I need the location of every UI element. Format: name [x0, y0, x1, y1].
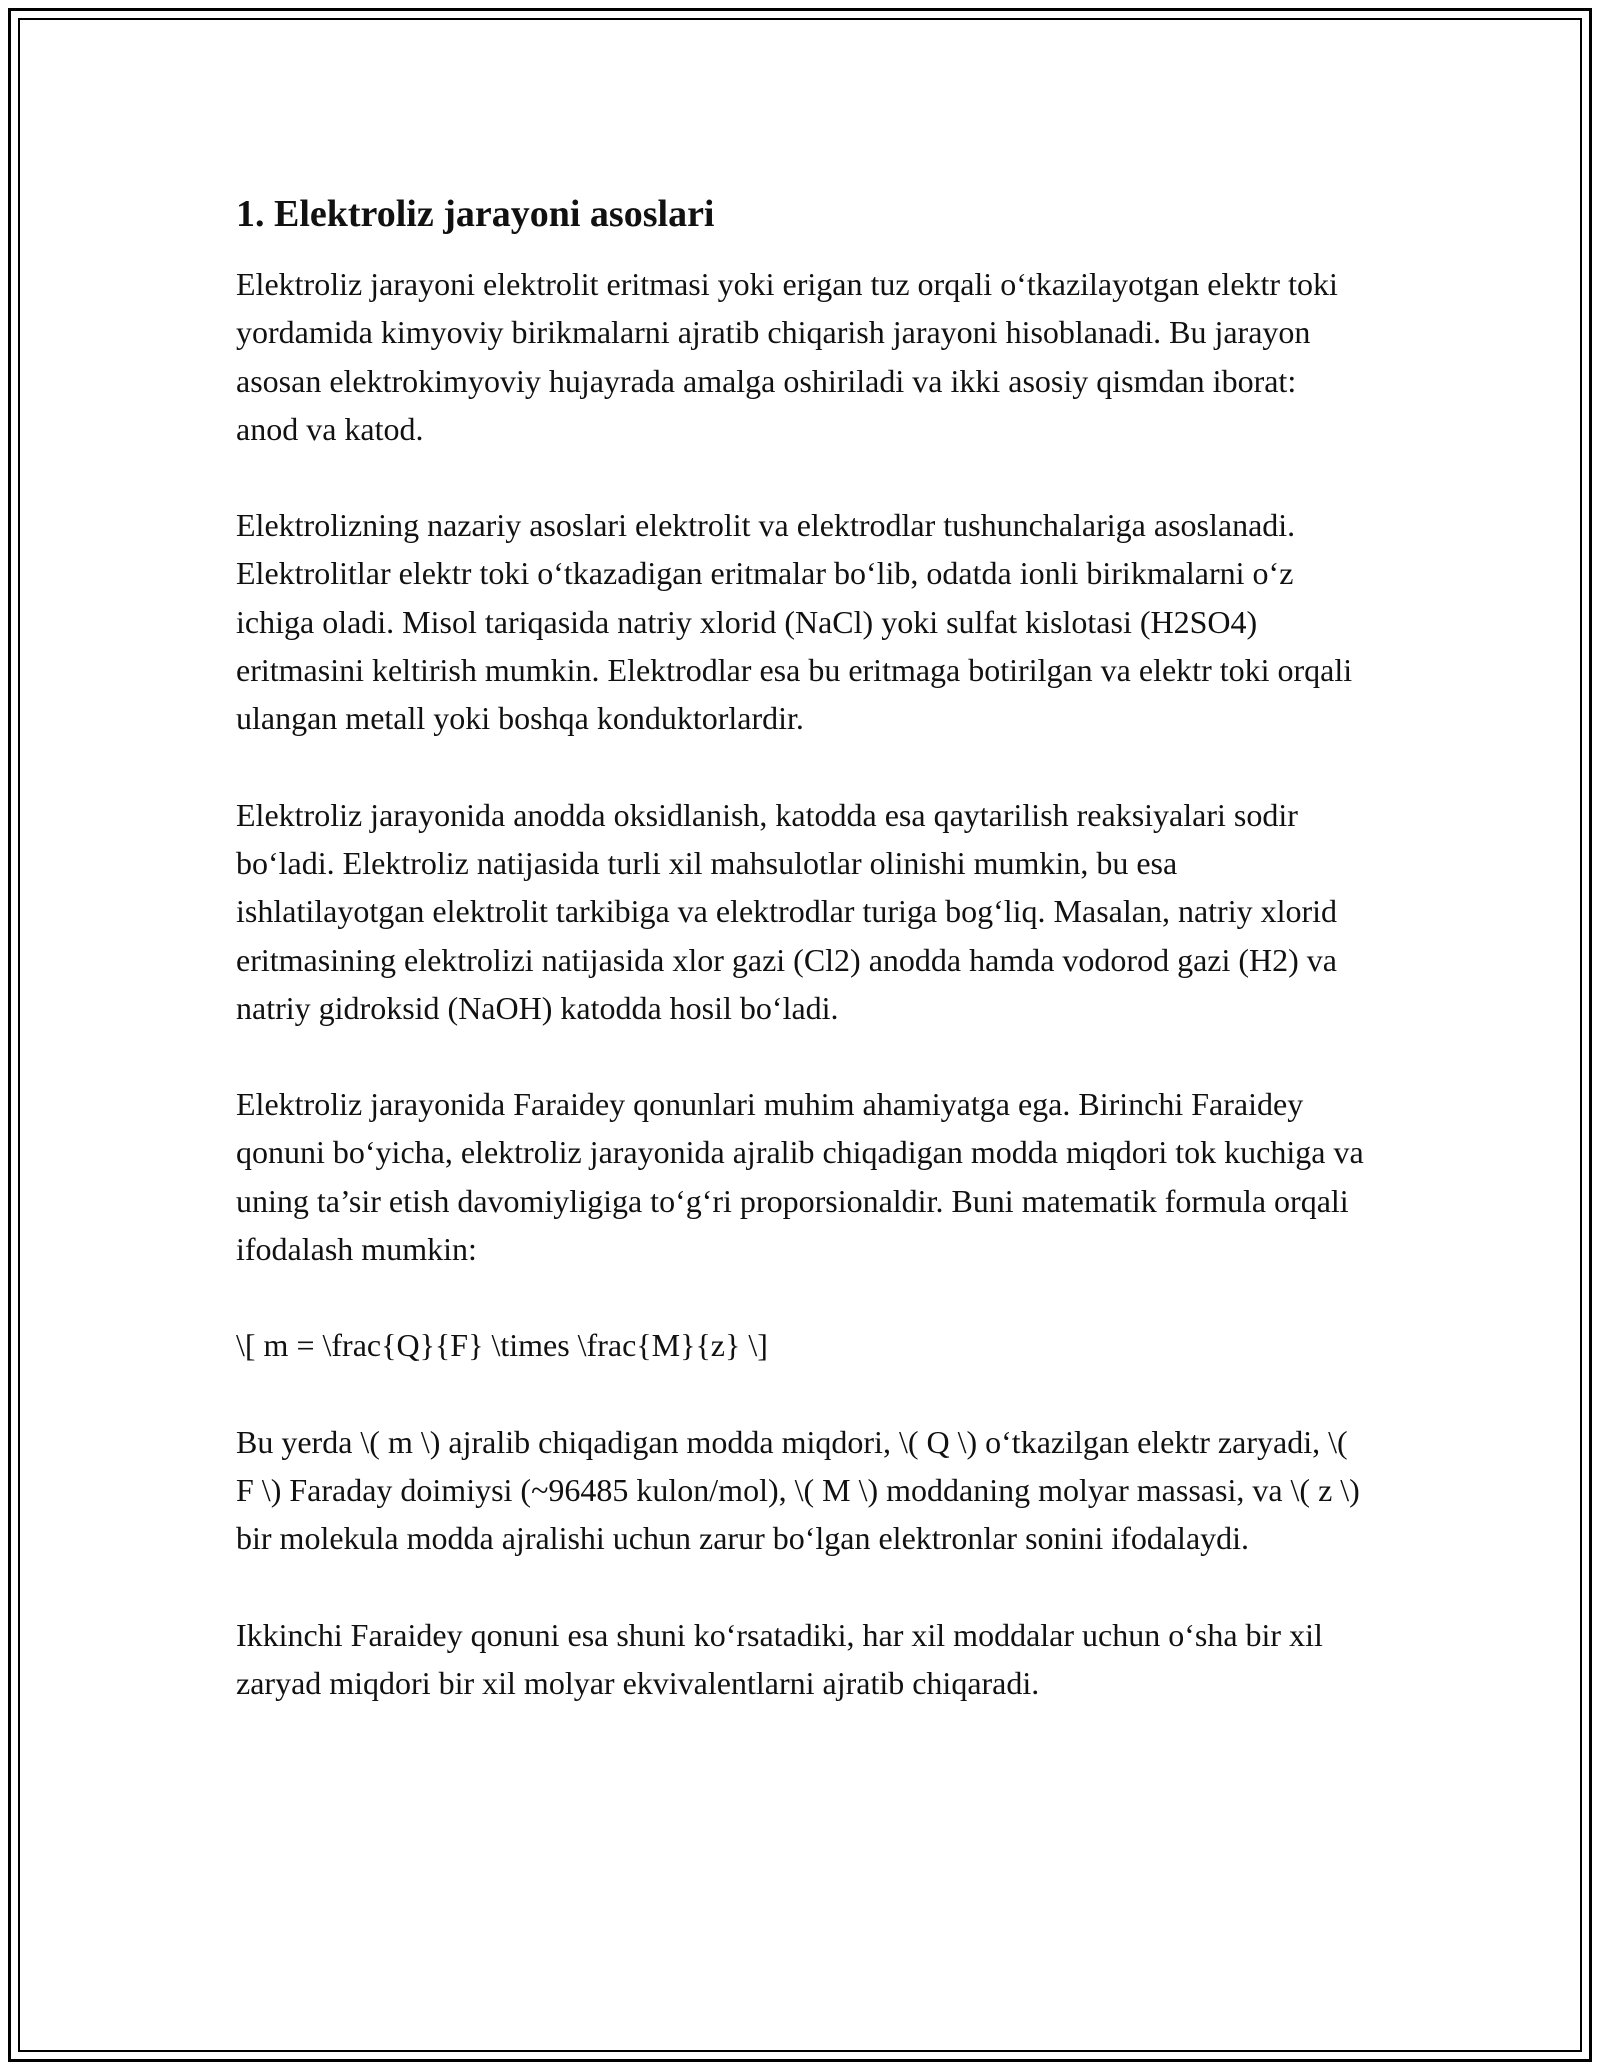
paragraph-faraday-first-law: Elektroliz jarayonida Faraidey qonunlari muhim ahamiyatga ega. Birinchi Faraidey qonuni bo‘yicha, elektroliz jarayonida ajralib chiqadigan modda miqdori tok kuchiga va uning ta’sir etish davomiyligiga to‘g‘ri proporsionaldir. Buni matematik formula orqali ifodalash mumkin: [236, 1086, 1364, 1268]
section-heading: 1. Elektroliz jarayoni asoslari [236, 193, 715, 235]
document-body [236, 188, 1366, 1755]
formula-line: \[ m = \frac{Q}{F} \times \frac{M}{z} \] [236, 1327, 768, 1364]
paragraph-faraday-second-law: Ikkinchi Faraidey qonuni esa shuni ko‘rsatadiki, har xil moddalar uchun o‘sha bir xil zaryad miqdori bir xil molyar ekvivalentlarni ajratib chiqaradi. [236, 1616, 1323, 1701]
paragraph-theory: Elektrolizning nazariy asoslari elektrolit va elektrodlar tushunchalariga asoslanadi. Elektrolitlar elektr toki o‘tkazadigan eritmalar bo‘lib, odatda ionli birikmalarni o‘z ichiga oladi. Misol tariqasida natriy xlorid (NaCl) yoki sulfat kislotasi (H2SO4) eritmasini keltirish mumkin. Elektrodlar esa bu eritmaga botirilgan va elektr toki orqali ulangan metall yoki boshqa konduktorlardir. [236, 507, 1353, 737]
paragraph-intro: Elektroliz jarayoni elektrolit eritmasi yoki erigan tuz orqali o‘tkazilayotgan elektr toki yordamida kimyoviy birikmalarni ajratib chiqarish jarayoni hisoblanadi. Bu jarayon asosan elektrokimyoviy hujayrada amalga oshiriladi va ikki asosiy qismdan iborat: anod va katod. [236, 266, 1338, 447]
paragraph-formula-explanation: Bu yerda \( m \) ajralib chiqadigan modda miqdori, \( Q \) o‘tkazilgan elektr zaryadi, \( F \) Faraday doimiysi (~96485 kulon/mol), \( M \) moddaning molyar massasi, va \( z \) bir molekula modda ajralishi uchun zarur bo‘lgan elektronlar sonini ifodalaydi. [236, 1423, 1360, 1557]
paragraph-reactions: Elektroliz jarayonida anodda oksidlanish, katodda esa qaytarilish reaksiyalari sodir bo‘ladi. Elektroliz natijasida turli xil mahsulotlar olinishi mumkin, bu esa ishlatilayotgan elektrolit tarkibiga va elektrodlar turiga bog‘liq. Masalan, natriy xlorid eritmasining elektrolizi natijasida xlor gazi (Cl2) anodda hamda vodorod gazi (H2) va natriy gidroksid (NaOH) katodda hosil bo‘ladi. [236, 796, 1338, 1026]
